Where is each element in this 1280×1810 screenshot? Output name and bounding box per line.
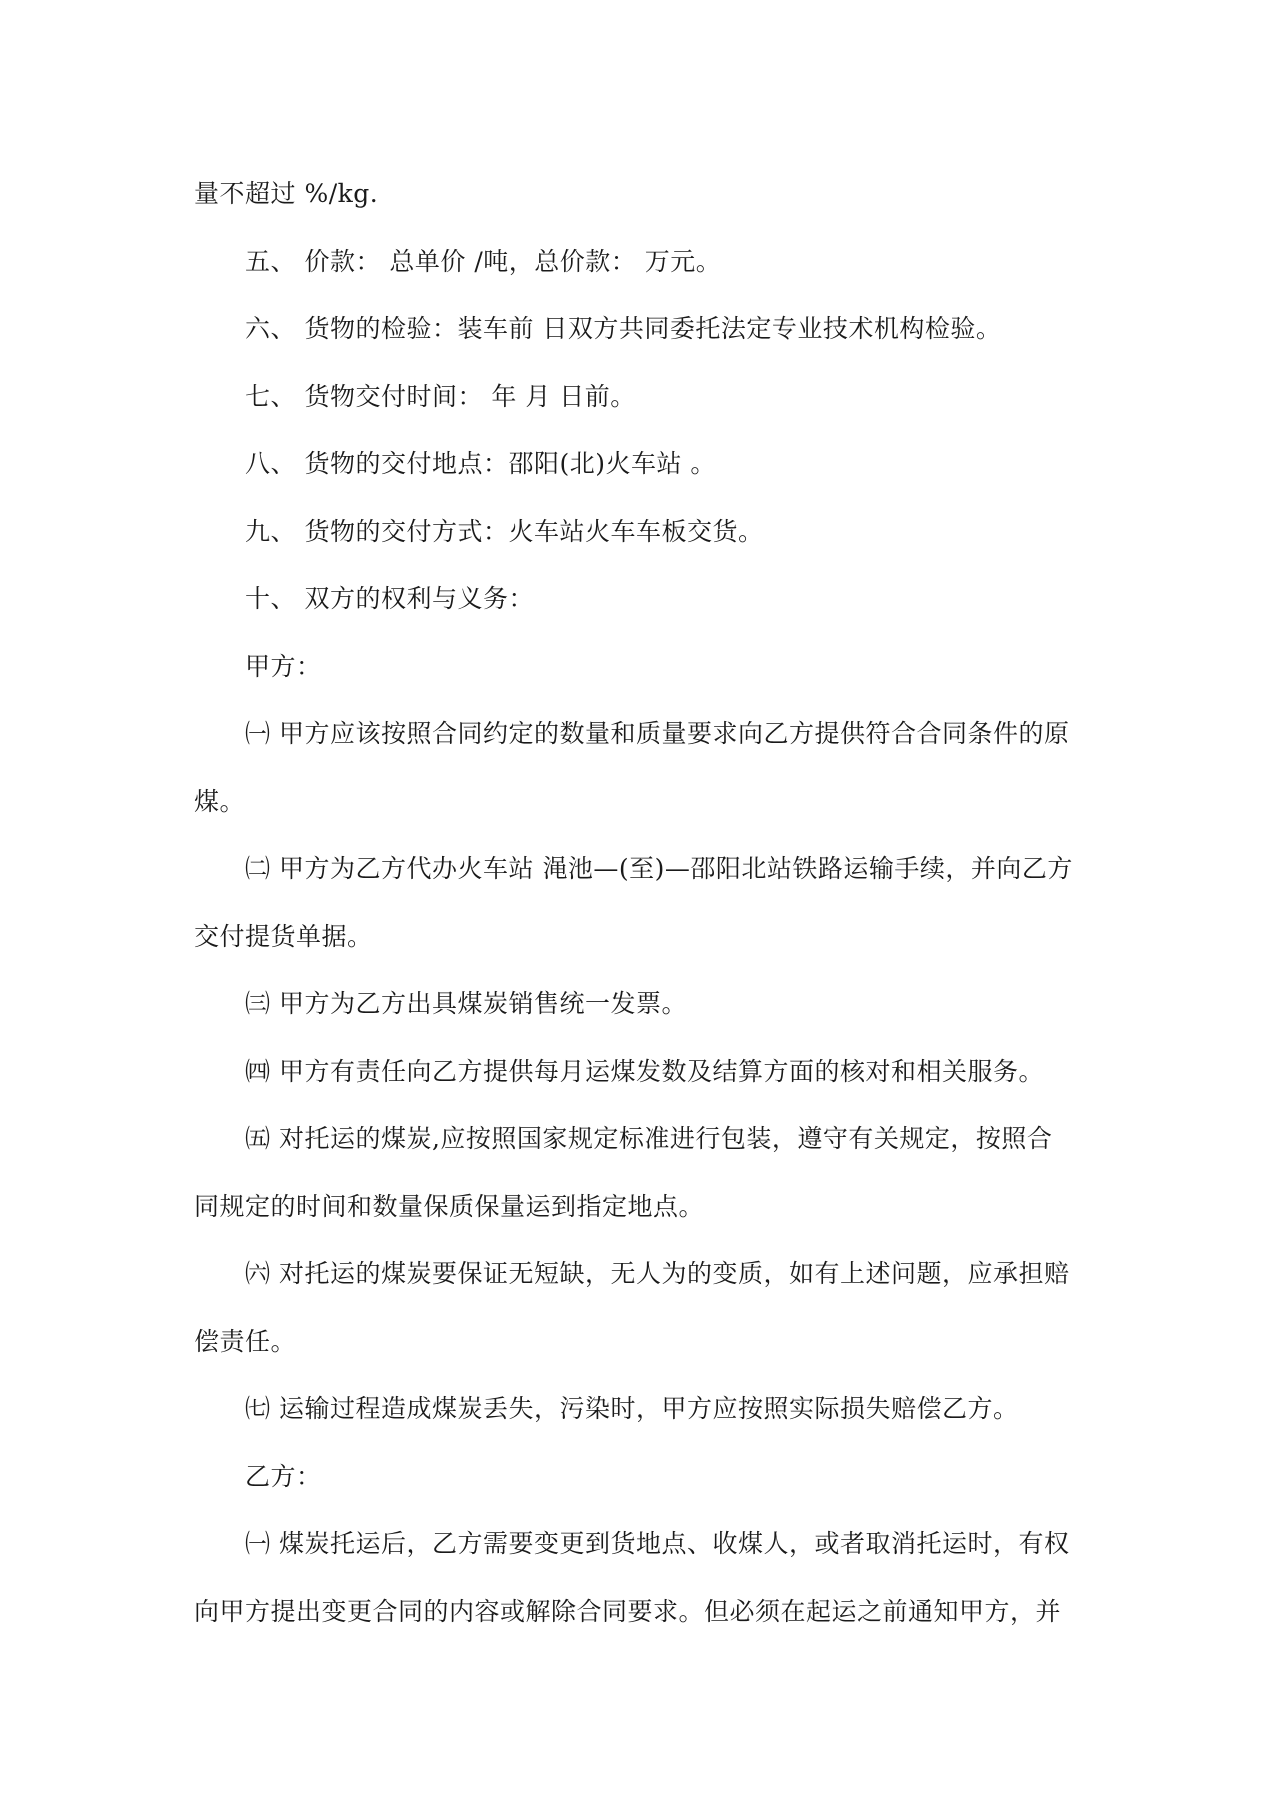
party-a-item-3: ㈢ 甲方为乙方出具煤炭销售统一发票。 <box>245 989 687 1018</box>
party-a-item-6-cont: 偿责任。 <box>194 1326 297 1356</box>
clause-7-delivery-time: 七、 货物交付时间： 年 月 日前。 <box>245 381 636 411</box>
clause-9-delivery-method: 九、 货物的交付方式：火车站火车车板交货。 <box>245 516 764 546</box>
party-b-item-1: ㈠ 煤炭托运后，乙方需要变更到货地点、收煤人，或者取消托运时，有权 <box>245 1529 1070 1558</box>
party-a-item-5: ㈤ 对托运的煤炭,应按照国家规定标准进行包装，遵守有关规定，按照合 <box>245 1124 1053 1153</box>
clause-10-rights-obligations: 十、 双方的权利与义务： <box>245 584 534 613</box>
party-a-item-6: ㈥ 对托运的煤炭要保证无短缺，无人为的变质，如有上述问题，应承担赔 <box>245 1259 1070 1288</box>
party-a-item-2: ㈡ 甲方为乙方代办火车站 渑池—(至)—邵阳北站铁路运输手续，并向乙方 <box>245 854 1073 883</box>
party-a-item-7: ㈦ 运输过程造成煤炭丢失，污染时，甲方应按照实际损失赔偿乙方。 <box>245 1394 1019 1423</box>
clause-5-price: 五、 价款： 总单价 /吨，总价款： 万元。 <box>245 246 722 276</box>
party-a-item-4: ㈣ 甲方有责任向乙方提供每月运煤发数及结算方面的核对和相关服务。 <box>245 1056 1044 1086</box>
party-a-item-2-cont: 交付提货单据。 <box>194 921 373 951</box>
clause-6-inspection: 六、 货物的检验：装车前 日双方共同委托法定专业技术机构检验。 <box>245 314 1002 343</box>
document-body <box>194 160 1094 1645</box>
party-a-item-5-cont: 同规定的时间和数量保质保量运到指定地点。 <box>194 1191 705 1221</box>
party-a-heading: 甲方： <box>245 651 322 681</box>
clause-8-delivery-place: 八、 货物的交付地点：邵阳(北)火车站 。 <box>245 449 716 478</box>
party-a-item-1-cont: 煤。 <box>194 786 246 816</box>
text-line-quantity-cont: 量不超过 %/kg. <box>194 179 379 208</box>
party-a-item-1: ㈠ 甲方应该按照合同约定的数量和质量要求向乙方提供符合合同条件的原 <box>245 719 1070 748</box>
party-b-item-1-cont: 向甲方提出变更合同的内容或解除合同要求。但必须在起运之前通知甲方，并 <box>194 1596 1062 1626</box>
party-b-heading: 乙方： <box>245 1461 322 1491</box>
